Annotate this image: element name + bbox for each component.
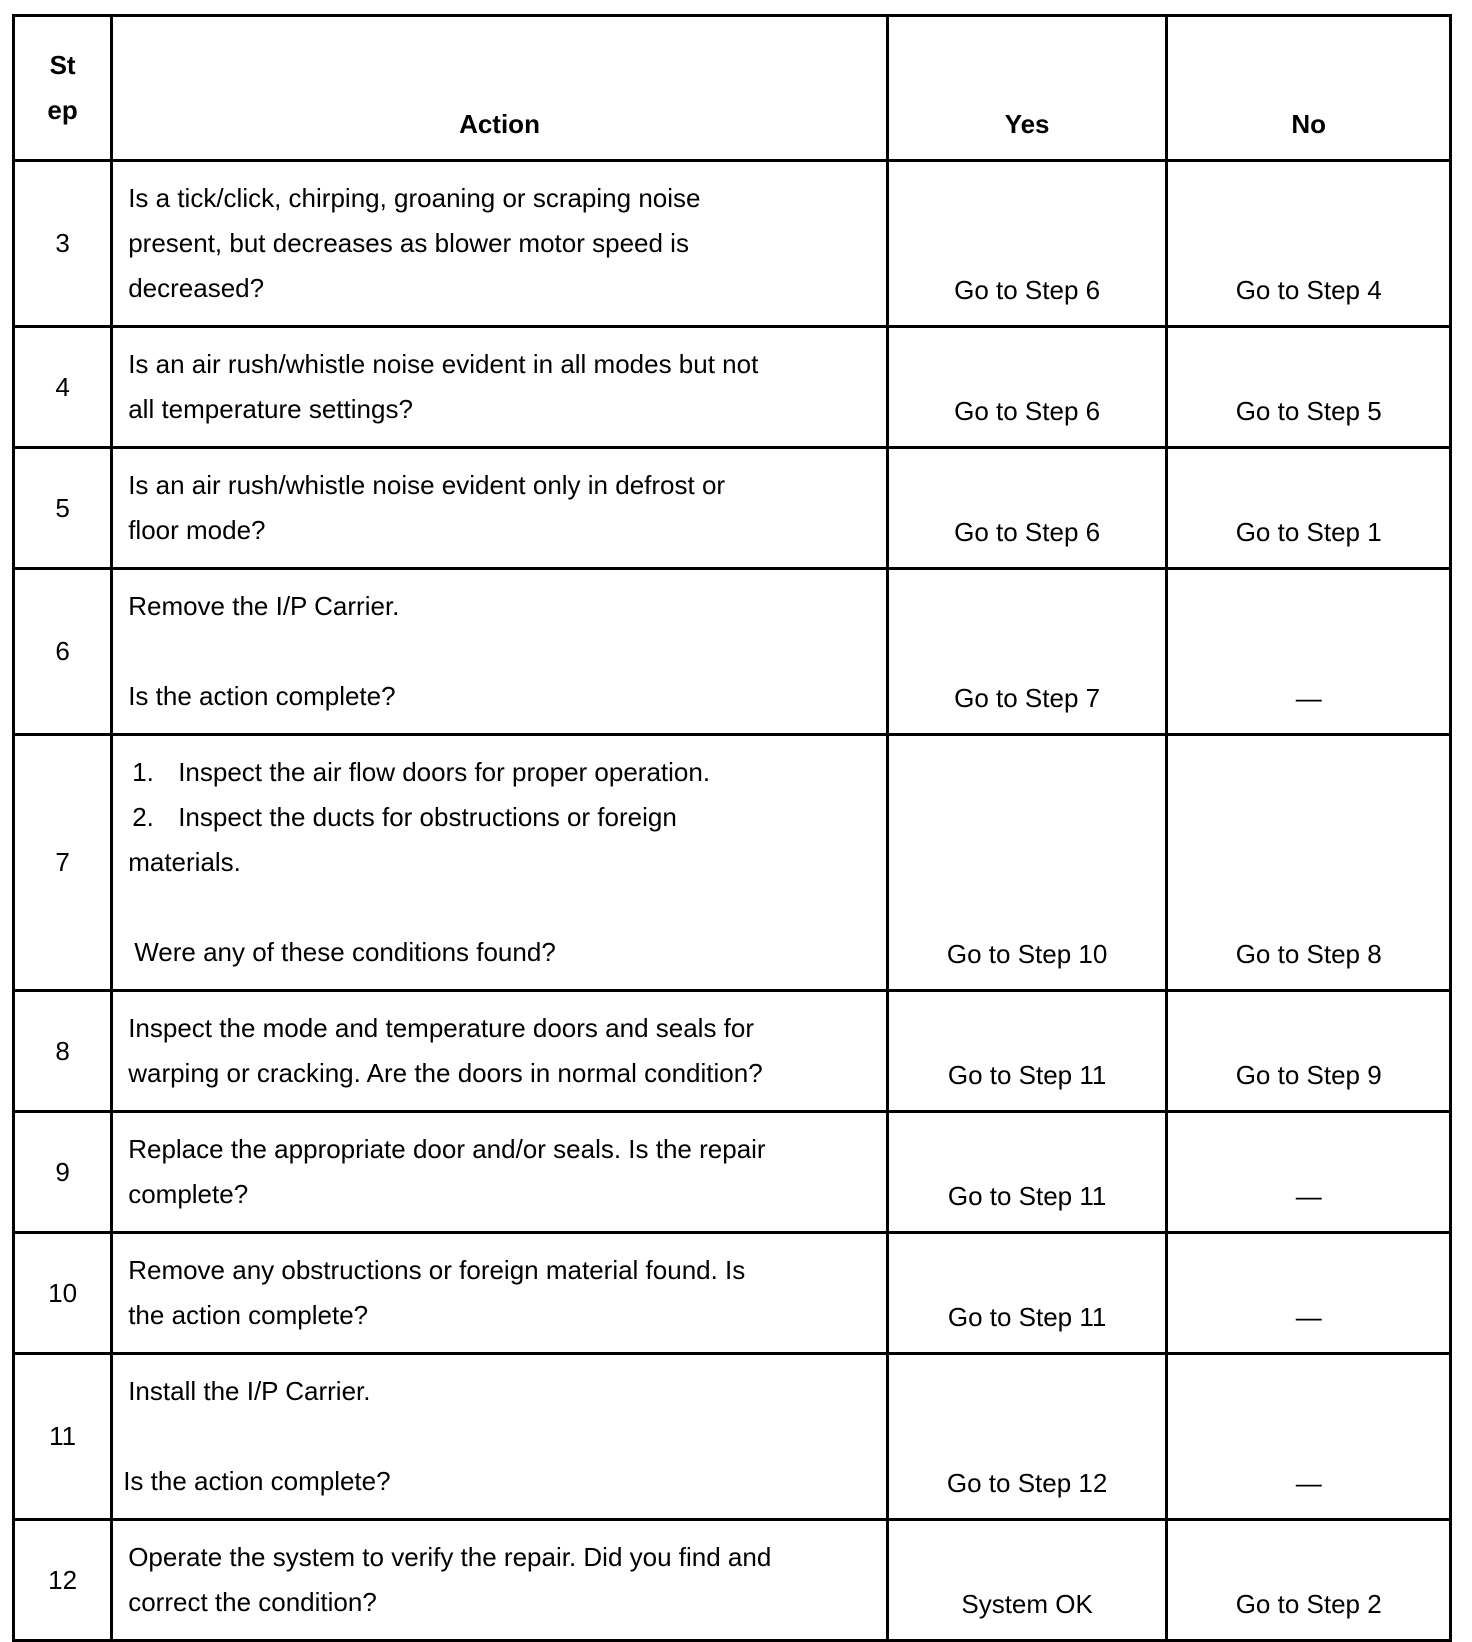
no-cell: Go to Step 1 xyxy=(1167,448,1451,569)
action-line: Remove any obstructions or foreign material found. Is xyxy=(128,1255,746,1285)
action-line: correct the condition? xyxy=(128,1587,377,1617)
list-item-text: Inspect the ducts for obstructions or foreign xyxy=(178,802,677,832)
table-row xyxy=(14,1354,1451,1520)
action-line: complete? xyxy=(128,1179,249,1209)
action-cell xyxy=(112,1520,888,1641)
action-line: present, but decreases as blower motor speed is xyxy=(128,228,689,258)
table-row xyxy=(14,569,1451,735)
table-row xyxy=(14,327,1451,448)
step-number: 11 xyxy=(14,1354,112,1520)
header-step-line2: ep xyxy=(47,95,78,125)
action-cell xyxy=(112,1354,888,1520)
table-row xyxy=(14,1233,1451,1354)
header-no: No xyxy=(1167,16,1451,161)
step-number: 3 xyxy=(14,161,112,327)
no-cell: — xyxy=(1167,569,1451,735)
action-cell xyxy=(112,991,888,1112)
action-cell xyxy=(112,735,888,991)
action-line: Replace the appropriate door and/or seals. Is the repair xyxy=(128,1134,766,1164)
step-number: 6 xyxy=(14,569,112,735)
list-continuation: materials. xyxy=(128,847,241,877)
table-row xyxy=(14,1112,1451,1233)
action-cell xyxy=(112,569,888,735)
no-cell: — xyxy=(1167,1354,1451,1520)
yes-cell: Go to Step 6 xyxy=(887,161,1167,327)
action-line: all temperature settings? xyxy=(128,394,413,424)
yes-cell: Go to Step 11 xyxy=(887,991,1167,1112)
action-line: Is the action complete? xyxy=(128,681,396,711)
step-number: 8 xyxy=(14,991,112,1112)
no-cell: — xyxy=(1167,1233,1451,1354)
list-item xyxy=(128,750,876,795)
action-line: Is an air rush/whistle noise evident only in defrost or xyxy=(128,470,726,500)
no-cell: Go to Step 9 xyxy=(1167,991,1451,1112)
action-line: Is a tick/click, chirping, groaning or scraping noise xyxy=(128,183,701,213)
action-cell xyxy=(112,161,888,327)
yes-cell: Go to Step 11 xyxy=(887,1112,1167,1233)
table-row xyxy=(14,735,1451,991)
action-line: decreased? xyxy=(128,273,265,303)
yes-cell: Go to Step 6 xyxy=(887,448,1167,569)
action-cell xyxy=(112,1233,888,1354)
action-question: Were any of these conditions found? xyxy=(134,937,556,967)
no-cell: Go to Step 8 xyxy=(1167,735,1451,991)
header-step xyxy=(14,16,112,161)
action-line: Install the I/P Carrier. xyxy=(128,1376,371,1406)
yes-cell: Go to Step 10 xyxy=(887,735,1167,991)
step-number: 4 xyxy=(14,327,112,448)
table-row xyxy=(14,991,1451,1112)
step-number: 9 xyxy=(14,1112,112,1233)
yes-cell: Go to Step 12 xyxy=(887,1354,1167,1520)
action-line: Operate the system to verify the repair. Did you find and xyxy=(128,1542,772,1572)
no-cell: Go to Step 4 xyxy=(1167,161,1451,327)
blank-line xyxy=(128,629,876,674)
no-cell: Go to Step 2 xyxy=(1167,1520,1451,1641)
header-action: Action xyxy=(112,16,888,161)
step-number: 5 xyxy=(14,448,112,569)
blank-line xyxy=(128,885,876,930)
list-item-number: 2. xyxy=(132,802,154,832)
yes-cell: Go to Step 11 xyxy=(887,1233,1167,1354)
action-line: Is the action complete? xyxy=(123,1466,391,1496)
action-line: Inspect the mode and temperature doors and seals for xyxy=(128,1013,755,1043)
action-line: warping or cracking. Are the doors in normal condition? xyxy=(128,1058,763,1088)
step-number: 10 xyxy=(14,1233,112,1354)
yes-cell: System OK xyxy=(887,1520,1167,1641)
yes-cell: Go to Step 6 xyxy=(887,327,1167,448)
action-line: floor mode? xyxy=(128,515,266,545)
table-row xyxy=(14,161,1451,327)
action-line: Remove the I/P Carrier. xyxy=(128,591,400,621)
list-item-text: Inspect the air flow doors for proper operation. xyxy=(178,757,711,787)
yes-cell: Go to Step 7 xyxy=(887,569,1167,735)
list-item-number: 1. xyxy=(132,757,154,787)
table-row xyxy=(14,448,1451,569)
table-header-row xyxy=(14,16,1451,161)
action-line: the action complete? xyxy=(128,1300,369,1330)
step-number: 7 xyxy=(14,735,112,991)
header-step-line1: St xyxy=(49,50,76,80)
no-cell: — xyxy=(1167,1112,1451,1233)
action-cell xyxy=(112,1112,888,1233)
diagnostic-table xyxy=(12,14,1452,1642)
action-cell xyxy=(112,448,888,569)
step-number: 12 xyxy=(14,1520,112,1641)
table-row xyxy=(14,1520,1451,1641)
action-line: Is an air rush/whistle noise evident in all modes but not xyxy=(128,349,759,379)
blank-line xyxy=(128,1414,876,1459)
action-cell xyxy=(112,327,888,448)
no-cell: Go to Step 5 xyxy=(1167,327,1451,448)
list-item xyxy=(128,795,876,840)
header-yes: Yes xyxy=(887,16,1167,161)
